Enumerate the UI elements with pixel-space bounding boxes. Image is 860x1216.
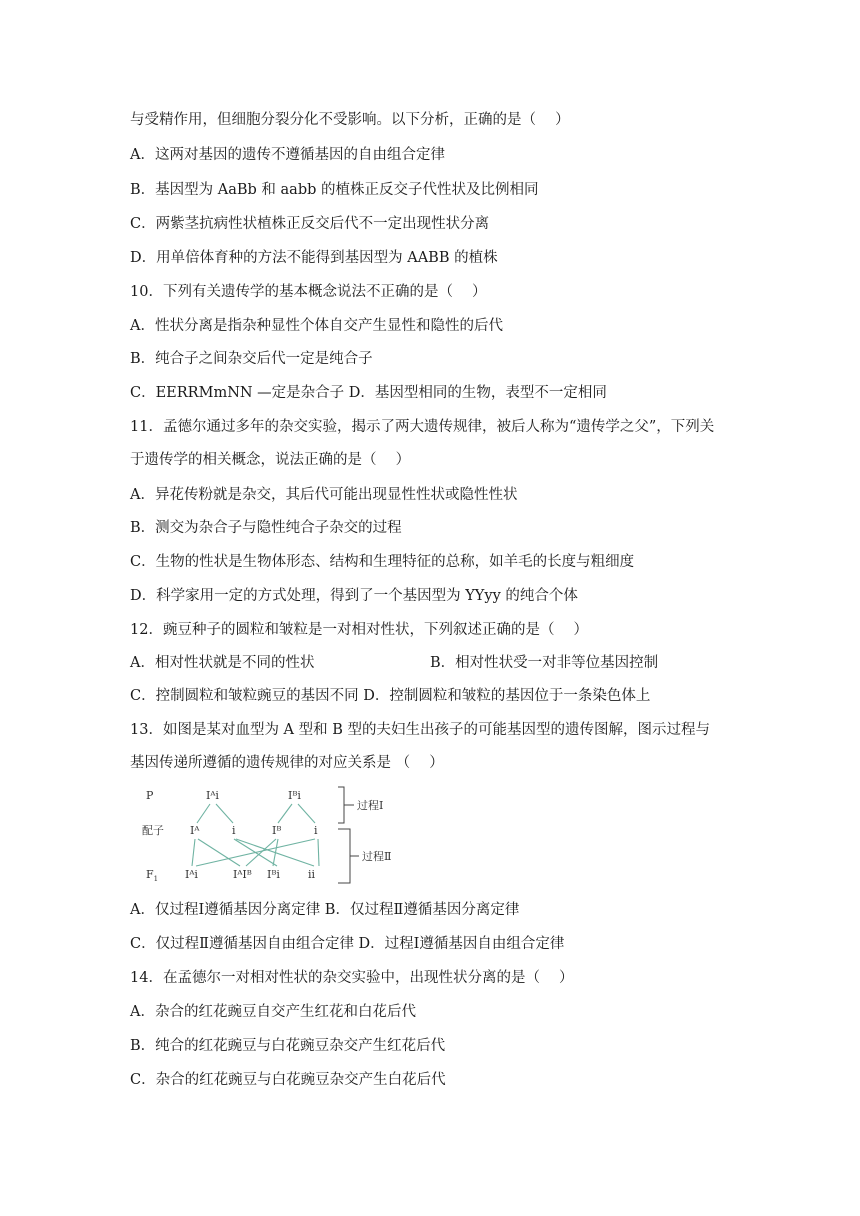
option-a: A．这两对基因的遗传不遵循基因的自由组合定律	[130, 147, 445, 163]
option-c-d: C．EERRMmNN —定是杂合子 D．基因型相同的生物，表型不一定相同	[130, 385, 607, 401]
question-11: 11．孟德尔通过多年的杂交实验，揭示了两大遗传规律，被后人称为“遗传学之父”，下列关	[130, 419, 715, 435]
question-13: 13．如图是某对血型为 A 型和 B 型的夫妇生出孩子的可能基因型的遗传图解，图示过程与	[130, 722, 711, 738]
offspring-genotype: Iᴮi	[267, 868, 280, 881]
option-c: C．杂合的红花豌豆与白花豌豆杂交产生白花后代	[130, 1072, 446, 1088]
option-c: C．生物的性状是生物体形态、结构和生理特征的总称，如羊毛的长度与粗细度	[130, 554, 635, 570]
question-10: 10．下列有关遗传学的基本概念说法不正确的是（ ）	[130, 284, 487, 300]
options-a-b	[130, 653, 750, 673]
option-a-b: A．仅过程Ⅰ遵循基因分离定律 B．仅过程Ⅱ遵循基因分离定律	[130, 902, 520, 918]
option-b: B．基因型为 AaBb 和 aabb 的植株正反交子代性状及比例相同	[130, 182, 539, 198]
text-line: 与受精作用，但细胞分裂分化不受影响。以下分析，正确的是（ ）	[130, 112, 570, 128]
option-b: B．相对性状受一对非等位基因控制	[430, 655, 659, 671]
bracket-process1	[338, 787, 344, 823]
option-a: A．性状分离是指杂种显性个体自交产生显性和隐性的后代	[130, 318, 503, 334]
option-c-d: C．仅过程Ⅱ遵循基因自由组合定律 D．过程Ⅰ遵循基因自由组合定律	[130, 936, 565, 952]
process2-label: 过程Ⅱ	[362, 850, 392, 863]
option-b: B．测交为杂合子与隐性纯合子杂交的过程	[130, 520, 402, 536]
option-d: D．用单倍体育种的方法不能得到基因型为 AABB 的植株	[130, 250, 498, 266]
parent-genotype: Iᴮi	[288, 789, 301, 802]
option-d: D．科学家用一定的方式处理，得到了一个基因型为 YYyy 的纯合个体	[130, 588, 578, 604]
option-b: B．纯合子之间杂交后代一定是纯合子	[130, 351, 373, 367]
gamete: i	[232, 824, 236, 837]
option-c-d: C．控制圆粒和皱粒豌豆的基因不同 D．控制圆粒和皱粒的基因位于一条染色体上	[130, 688, 651, 704]
parent-genotype: Iᴬi	[206, 789, 219, 802]
text-line: 基因传递所遵循的遗传规律的对应关系是 （ ）	[130, 755, 444, 771]
bracket-process2	[338, 829, 350, 883]
question-14: 14．在孟德尔一对相对性状的杂交实验中，出现性状分离的是（ ）	[130, 970, 574, 986]
offspring-genotype: ii	[308, 868, 316, 881]
offspring-genotype: IᴬIᴮ	[233, 868, 252, 881]
option-b: B．纯合的红花豌豆与白花豌豆杂交产生红花后代	[130, 1038, 446, 1054]
offspring-genotype: Iᴬi	[185, 868, 198, 881]
question-12: 12．豌豆种子的圆粒和皱粒是一对相对性状，下列叙述正确的是（ ）	[130, 622, 589, 638]
row-label-f1: $F_1$	[146, 868, 159, 883]
row-label-gamete: 配子	[142, 824, 164, 837]
process1-label: 过程Ⅰ	[357, 799, 384, 812]
gamete: Iᴮ	[272, 824, 282, 837]
option-a: A．相对性状就是不同的性状	[130, 655, 315, 671]
text-line: 于遗传学的相关概念，说法正确的是（ ）	[130, 452, 411, 468]
inheritance-diagram	[140, 783, 425, 891]
gamete: i	[314, 824, 318, 837]
gamete: Iᴬ	[190, 824, 200, 837]
option-a: A．杂合的红花豌豆自交产生红花和白花后代	[130, 1004, 416, 1020]
option-a: A．异花传粉就是杂交，其后代可能出现显性性状或隐性性状	[130, 487, 518, 503]
row-label-p: P	[146, 789, 154, 802]
option-c: C．两紫茎抗病性状植株正反交后代不一定出现性状分离	[130, 216, 490, 232]
